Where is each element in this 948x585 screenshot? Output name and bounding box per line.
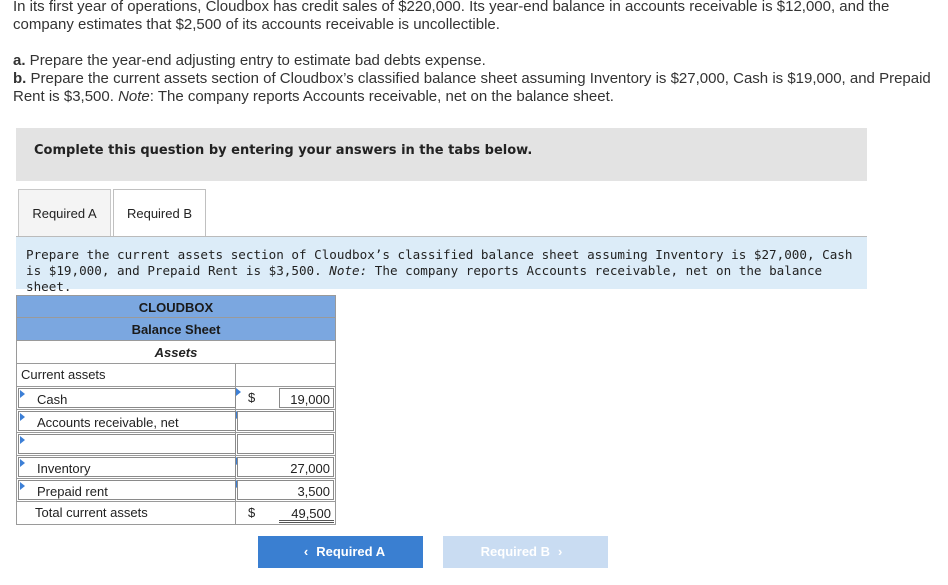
company-name: CLOUDBOX [16, 295, 336, 318]
dropdown-indicator-icon [20, 436, 25, 444]
accounts-receivable-label-input[interactable]: Accounts receivable, net [18, 411, 236, 431]
dropdown-indicator-icon [20, 413, 25, 421]
question-intro [13, 0, 943, 106]
label-cell [16, 387, 236, 410]
current-assets-heading: Current assets [16, 364, 236, 387]
table-row [16, 479, 336, 502]
total-current-assets-value: 49,500 [279, 503, 334, 523]
table-row [16, 456, 336, 479]
previous-required-a-button[interactable] [258, 536, 423, 568]
value-cell [236, 387, 336, 410]
prepaid-rent-amount-input[interactable]: 3,500 [237, 480, 334, 500]
label-cell [16, 479, 236, 502]
label-cell [16, 456, 236, 479]
label-cell [16, 410, 236, 433]
statement-title: Balance Sheet [16, 318, 336, 341]
instructions-banner [16, 128, 867, 181]
requirement-b-text: Prepare the current assets section of Cloudbox’s classified balance sheet assuming Inventory is $27,000, Cash is $19,000, and Prepaid Rent is $3,500. [13, 70, 931, 105]
accounts-receivable-amount-input[interactable] [237, 411, 334, 431]
question-text: In its first year of operations, Cloudbox has credit sales of $220,000. Its year-end balance in accounts receivable is $12,000, and the company estimates that $2,500 of its accounts receivable is uncollectible. [13, 0, 890, 33]
tab-instructions-note-label: Note: [329, 263, 368, 278]
dropdown-indicator-icon [20, 390, 25, 398]
requirement-a-text: Prepare the year-end adjusting entry to estimate bad debts expense. [25, 52, 486, 69]
blank-amount-input[interactable] [237, 434, 334, 454]
value-cell [236, 456, 336, 479]
table-row [16, 387, 336, 410]
table-row [16, 502, 336, 525]
tab-instructions-note-text: The company reports Accounts receivable, net on the balance sheet. [26, 263, 823, 294]
inventory-amount-input[interactable]: 27,000 [237, 457, 334, 477]
label-cell [16, 433, 236, 456]
prepaid-rent-label-input[interactable]: Prepaid rent [18, 480, 236, 500]
total-label-cell [16, 502, 236, 525]
value-cell [236, 479, 336, 502]
table-row [16, 410, 336, 433]
next-required-b-button[interactable] [443, 536, 608, 568]
total-current-assets-label: Total current assets [35, 505, 148, 520]
banner-text: Complete this question by entering your answers in the tabs below. [34, 143, 533, 158]
table-row [16, 364, 336, 387]
tab-required-b[interactable]: Required B [113, 189, 206, 237]
chevron-left-icon: ‹ [303, 544, 309, 559]
chevron-right-icon: › [558, 544, 563, 559]
total-value-cell [236, 502, 336, 525]
requirement-b [13, 70, 943, 106]
requirement-b-note-text: : The company reports Accounts receivable, net on the balance sheet. [149, 88, 614, 105]
blank-label-input[interactable] [18, 434, 236, 454]
table-row [16, 433, 336, 456]
currency-symbol: $ [248, 505, 256, 520]
dropdown-indicator-icon [20, 482, 25, 490]
requirement-a-label: a. [13, 52, 26, 69]
dropdown-indicator-icon [236, 388, 241, 396]
requirement-b-note-label: Note [118, 88, 150, 105]
next-button-label: Required B [480, 544, 550, 559]
dropdown-indicator-icon [20, 459, 25, 467]
tab-instructions [16, 237, 867, 294]
requirement-a [13, 52, 943, 70]
requirement-b-label: b. [13, 70, 27, 87]
cash-amount-input[interactable]: 19,000 [279, 388, 334, 408]
tab-instructions-text: Prepare the current assets section of Cloudbox’s classified balance sheet assuming Inventory is $27,000, Cash is $19,000, and Prepaid Rent is $3,500. [26, 247, 853, 278]
tab-required-a[interactable]: Required A [18, 189, 111, 236]
cash-label-input[interactable]: Cash [18, 388, 236, 408]
value-cell [236, 433, 336, 456]
value-cell [236, 410, 336, 433]
currency-symbol: $ [248, 390, 256, 405]
empty-cell [236, 364, 336, 387]
inventory-label-input[interactable]: Inventory [18, 457, 236, 477]
previous-button-label: Required A [316, 544, 386, 559]
section-title: Assets [16, 341, 336, 364]
